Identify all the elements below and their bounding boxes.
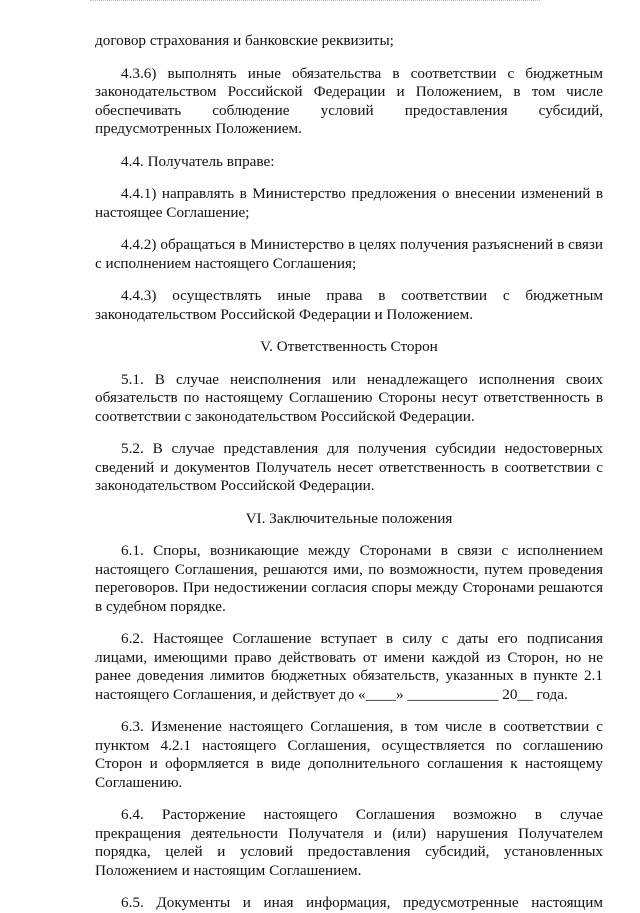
paragraph-6-2: 6.2. Настоящее Соглашение вступает в силу с даты его подписания лицами, имеющими право действовать от имени каждой из Сторон, но не ранее доведения лимитов бюджетных обязательств, указанных в пункте 2.1 настоящего Соглашения, и действует до «____» ____________ 20__ года.: [95, 630, 603, 703]
paragraph-4-3-6: 4.3.6) выполнять иные обязательства в соответствии с бюджетным законодательством Российской Федерации и Положением, в том числе обеспечивать соблюдение условий предоставления субсидий, предусмотренных Положением.: [95, 64, 603, 137]
paragraph-4-4-2: 4.4.2) обращаться в Министерство в целях получения разъяснений в связи с исполнением настоящего Соглашения;: [95, 236, 603, 272]
paragraph-4-4: 4.4. Получатель вправе:: [121, 152, 275, 170]
paragraph-6-5: 6.5. Документы и иная информация, предусмотренные настоящим: [121, 894, 603, 911]
section-heading-vi: VI. Заключительные положения: [245, 509, 453, 527]
paragraph-continuation: договор страхования и банковские реквизиты;: [95, 32, 394, 49]
paragraph-4-4-1: 4.4.1) направлять в Министерство предложения о внесении изменений в настоящее Соглашение;: [95, 185, 603, 221]
paragraph-6-3: 6.3. Изменение настоящего Соглашения, в том числе в соответствии с пунктом 4.2.1 настоящего Соглашения, осуществляется по соглашению Сторон и оформляется в виде дополнительного соглашения к настоящему Соглашению.: [95, 718, 603, 791]
scan-top-edge: [90, 0, 540, 3]
paragraph-6-1: 6.1. Споры, возникающие между Сторонами в связи с исполнением настоящего Соглашения, решаются ими, по возможности, путем проведения переговоров. При недостижении согласия споры между Сторонами решаются в судебном порядке.: [95, 542, 603, 615]
paragraph-4-4-3: 4.4.3) осуществлять иные права в соответствии с бюджетным законодательством Российской Федерации и Положением.: [95, 287, 603, 323]
paragraph-5-1: 5.1. В случае неисполнения или ненадлежащего исполнения своих обязательств по настоящему Соглашению Стороны несут ответственность в соответствии с законодательством Российской Федерации.: [95, 370, 603, 425]
paragraph-6-4: 6.4. Расторжение настоящего Соглашения возможно в случае прекращения деятельности Получателя и (или) нарушения Получателем порядка, целей и условий предоставления субсидий, установленных Положением и настоящим Соглашением.: [95, 806, 603, 879]
section-heading-v: V. Ответственность Сторон: [260, 338, 438, 355]
document-body: [95, 32, 603, 913]
paragraph-5-2: 5.2. В случае представления для получения субсидии недостоверных сведений и документов Получатель несет ответственность в соответствии с законодательством Российской Федерации.: [95, 440, 603, 494]
